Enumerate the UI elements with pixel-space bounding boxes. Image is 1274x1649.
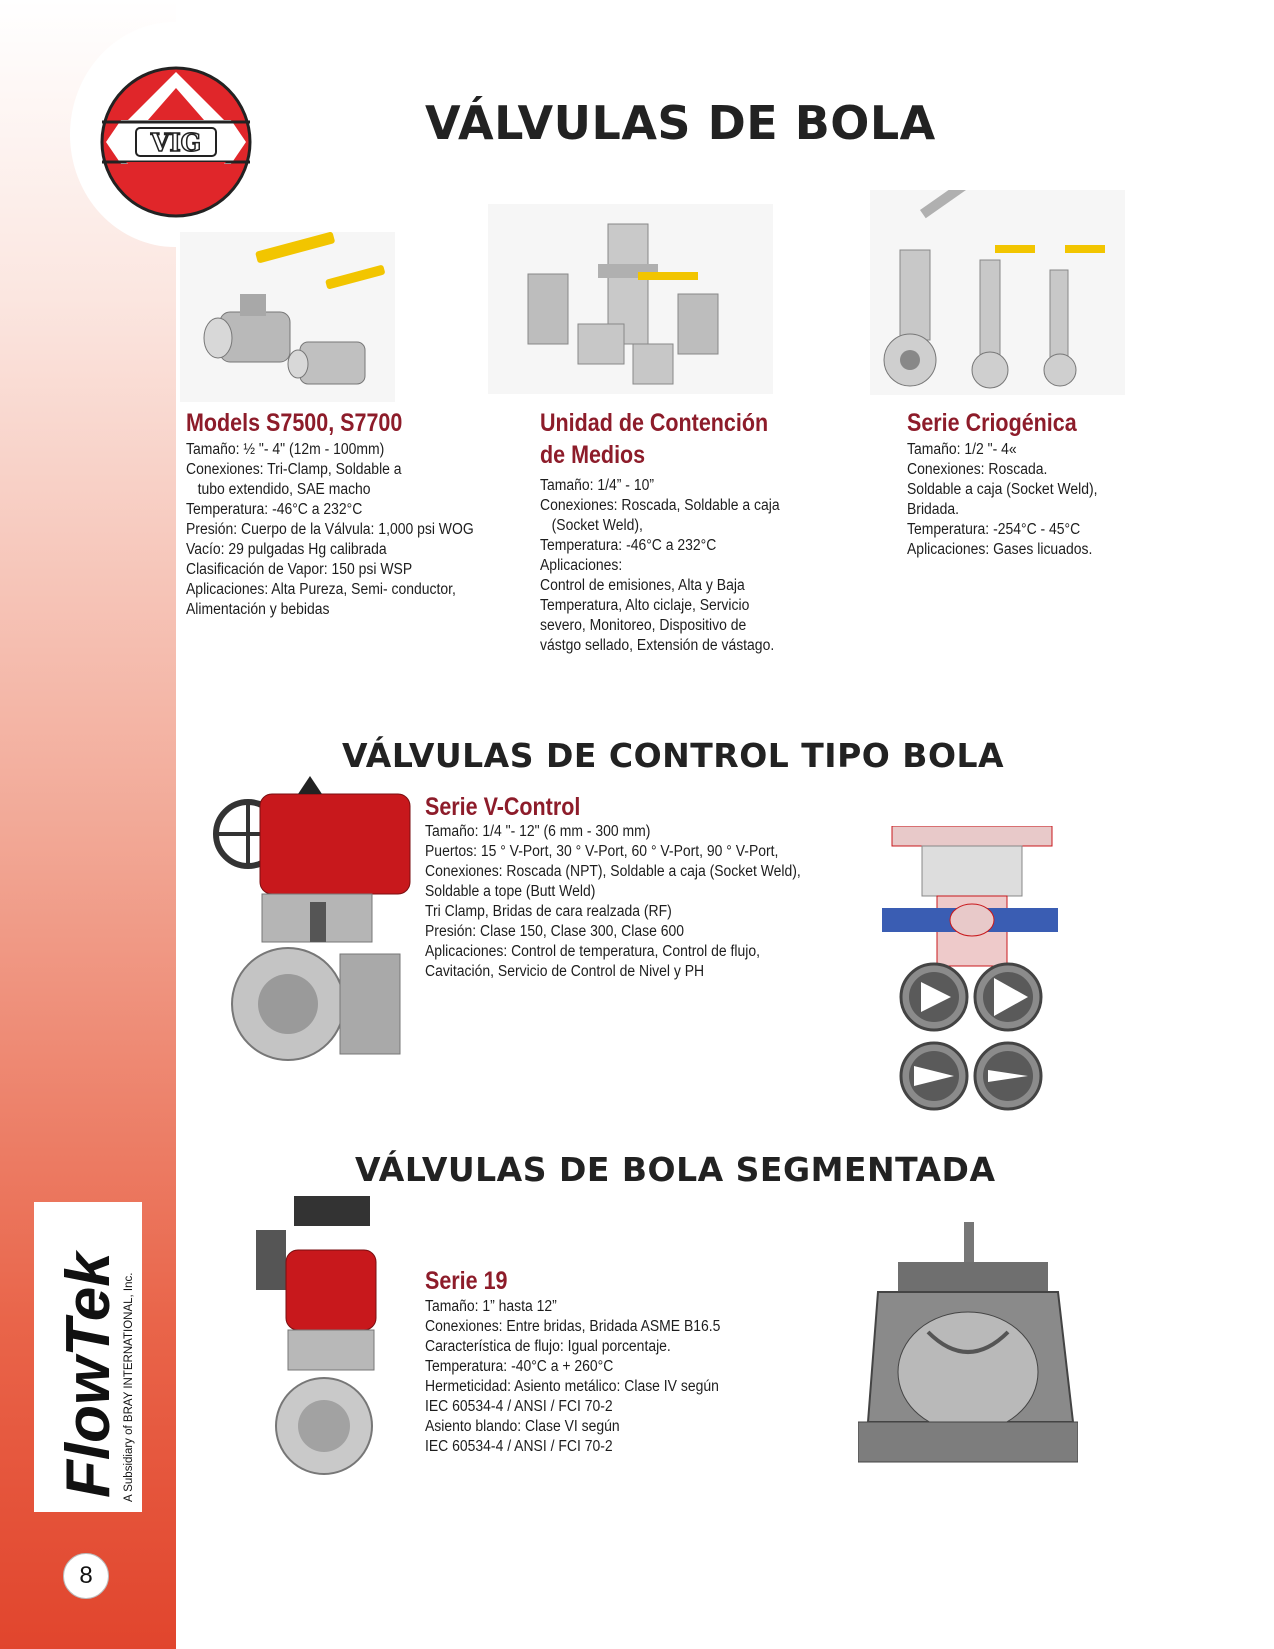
product-title-cryogenic: Serie Criogénica — [907, 409, 1077, 437]
v-control-valve-photo — [210, 774, 415, 1084]
product-title-v-control: Serie V-Control — [425, 793, 581, 821]
v-port-icons — [896, 960, 1046, 1116]
product-title-containment-line2: de Medios — [540, 441, 646, 469]
ball-valve-photo — [180, 232, 395, 402]
cutaway-diagram — [882, 826, 1058, 974]
cryogenic-valve-photo — [870, 190, 1125, 395]
containment-unit-photo — [488, 204, 773, 394]
page-title: VÁLVULAS DE BOLA — [425, 96, 936, 150]
flowtek-logo-name: FlowTek — [54, 1252, 123, 1498]
section-heading-segmented: VÁLVULAS DE BOLA SEGMENTADA — [355, 1150, 996, 1189]
product-title-containment-line1: Unidad de Contención — [540, 409, 769, 437]
product-specs-v-control: Tamaño: 1/4 "- 12" (6 mm - 300 mm) Puertos: 15 ° V-Port, 30 ° V-Port, 60 ° V-Port, 90 ° V-Port, Conexiones: Roscada (NPT), Soldable a caja (Socket Weld), Soldable a tope (Butt Weld) Tri Clamp, Bridas de cara realzada (RF) Presión: Clase 150, Clase 300, Clase 600 Aplicaciones: Control de temperatura, Control de flujo, Cavitación, Servicio de Control de Nivel y PH — [425, 823, 801, 980]
section-heading-control: VÁLVULAS DE CONTROL TIPO BOLA — [342, 736, 1005, 775]
segmented-valve-photo — [250, 1190, 390, 1480]
product-title-s7500: Models S7500, S7700 — [186, 409, 403, 437]
product-specs-containment: Tamaño: 1/4” - 10” Conexiones: Roscada, Soldable a caja (Socket Weld), Temperatura: -46°C a 232°C Aplicaciones: Control de emisiones, Alta y Baja Temperatura, Alto ciclaje, Servicio severo, Monitoreo, Dispositivo de vástgo sellado, Extensión de vástago. — [540, 477, 780, 654]
product-specs-serie-19: Tamaño: 1” hasta 12” Conexiones: Entre bridas, Bridada ASME B16.5 Característica de flujo: Igual porcentaje. Temperatura: -40°C a + 260°C Hermeticidad: Asiento metálico: Clase IV según IEC 60534-4 / ANSI / FCI 70-2 Asiento blando: Clase VI según IEC 60534-4 / ANSI / FCI 70-2 — [425, 1298, 721, 1455]
v-port-30-icon — [975, 964, 1041, 1030]
logo-text: VIG — [150, 128, 202, 157]
page-number: 8 — [63, 1553, 109, 1599]
product-specs-s7500: Tamaño: ½ "- 4" (12m - 100mm) Conexiones: Tri-Clamp, Soldable a tubo extendido, SAE macho Temperatura: -46°C a 232°C Presión: Cuerpo de la Válvula: 1,000 psi WOG Vacío: 29 pulgadas Hg calibrada Clasificación de Vapor: 150 psi WSP Aplicaciones: Alta Pureza, Semi- conductor, Alimentación y bebidas — [186, 441, 474, 618]
flowtek-logo-subtitle: A Subsidiary of BRAY INTERNATIONAL, Inc. — [123, 1272, 135, 1502]
flowtek-logo — [34, 1202, 142, 1512]
product-specs-cryogenic: Tamaño: 1/2 "- 4« Conexiones: Roscada. Soldable a caja (Socket Weld), Bridada. Temperatura: -254°C - 45°C Aplicaciones: Gases licuados. — [907, 441, 1098, 558]
segmented-ball-cutaway-photo — [858, 1222, 1078, 1472]
vig-logo — [96, 62, 256, 222]
product-title-serie-19: Serie 19 — [425, 1267, 508, 1295]
v-port-60-icon — [901, 1043, 967, 1109]
v-port-90-icon — [975, 1043, 1041, 1109]
v-port-15-icon — [901, 964, 967, 1030]
